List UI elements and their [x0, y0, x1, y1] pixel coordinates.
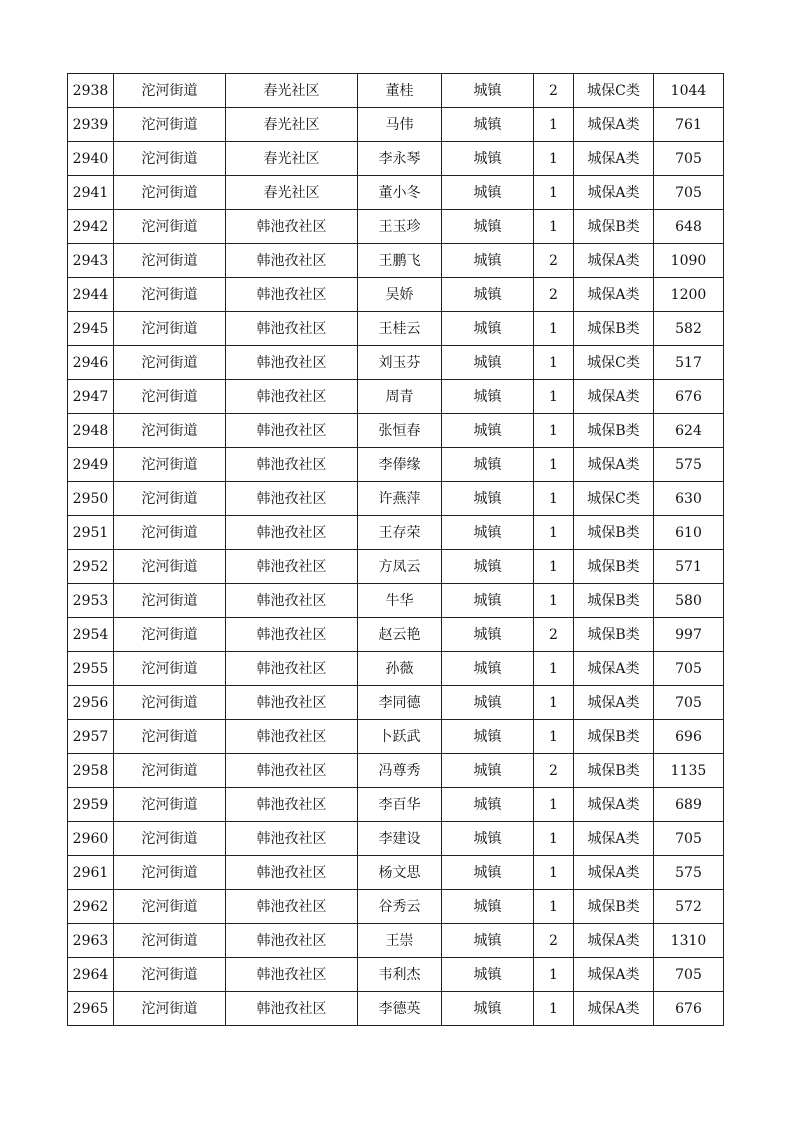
row-number: 2959	[68, 788, 114, 822]
name-cell: 王崇	[358, 924, 442, 958]
amount-cell: 997	[654, 618, 724, 652]
street-cell: 沱河街道	[114, 244, 226, 278]
name-cell: 王玉珍	[358, 210, 442, 244]
area-type-cell: 城镇	[442, 380, 534, 414]
area-type-cell: 城镇	[442, 550, 534, 584]
category-cell: 城保A类	[574, 992, 654, 1026]
community-cell: 韩池孜社区	[226, 414, 358, 448]
row-number: 2952	[68, 550, 114, 584]
street-cell: 沱河街道	[114, 924, 226, 958]
amount-cell: 582	[654, 312, 724, 346]
area-type-cell: 城镇	[442, 482, 534, 516]
row-number: 2957	[68, 720, 114, 754]
category-cell: 城保B类	[574, 720, 654, 754]
table-row	[68, 992, 724, 1026]
name-cell: 谷秀云	[358, 890, 442, 924]
name-cell: 李俸缘	[358, 448, 442, 482]
street-cell: 沱河街道	[114, 346, 226, 380]
row-number: 2938	[68, 74, 114, 108]
row-number: 2964	[68, 958, 114, 992]
amount-cell: 610	[654, 516, 724, 550]
community-cell: 韩池孜社区	[226, 754, 358, 788]
community-cell: 韩池孜社区	[226, 720, 358, 754]
street-cell: 沱河街道	[114, 482, 226, 516]
table-row	[68, 244, 724, 278]
household-count-cell: 1	[534, 788, 574, 822]
row-number: 2939	[68, 108, 114, 142]
community-cell: 春光社区	[226, 142, 358, 176]
household-count-cell: 1	[534, 448, 574, 482]
area-type-cell: 城镇	[442, 958, 534, 992]
category-cell: 城保A类	[574, 652, 654, 686]
amount-cell: 1310	[654, 924, 724, 958]
household-count-cell: 1	[534, 176, 574, 210]
household-count-cell: 2	[534, 754, 574, 788]
table-row	[68, 278, 724, 312]
amount-cell: 696	[654, 720, 724, 754]
community-cell: 春光社区	[226, 176, 358, 210]
table-row	[68, 822, 724, 856]
community-cell: 韩池孜社区	[226, 550, 358, 584]
table-row	[68, 788, 724, 822]
area-type-cell: 城镇	[442, 856, 534, 890]
community-cell: 韩池孜社区	[226, 618, 358, 652]
household-count-cell: 1	[534, 346, 574, 380]
amount-cell: 705	[654, 822, 724, 856]
household-count-cell: 1	[534, 210, 574, 244]
community-cell: 韩池孜社区	[226, 992, 358, 1026]
amount-cell: 580	[654, 584, 724, 618]
household-count-cell: 2	[534, 618, 574, 652]
community-cell: 韩池孜社区	[226, 482, 358, 516]
household-count-cell: 1	[534, 890, 574, 924]
area-type-cell: 城镇	[442, 74, 534, 108]
street-cell: 沱河街道	[114, 448, 226, 482]
row-number: 2948	[68, 414, 114, 448]
table-row	[68, 618, 724, 652]
table-row	[68, 448, 724, 482]
area-type-cell: 城镇	[442, 346, 534, 380]
area-type-cell: 城镇	[442, 652, 534, 686]
street-cell: 沱河街道	[114, 210, 226, 244]
table-row	[68, 856, 724, 890]
area-type-cell: 城镇	[442, 414, 534, 448]
amount-cell: 676	[654, 380, 724, 414]
name-cell: 李百华	[358, 788, 442, 822]
name-cell: 张恒春	[358, 414, 442, 448]
community-cell: 韩池孜社区	[226, 516, 358, 550]
category-cell: 城保B类	[574, 584, 654, 618]
household-count-cell: 1	[534, 652, 574, 686]
name-cell: 牛华	[358, 584, 442, 618]
household-count-cell: 1	[534, 584, 574, 618]
amount-cell: 705	[654, 652, 724, 686]
name-cell: 董小冬	[358, 176, 442, 210]
table-row	[68, 924, 724, 958]
community-cell: 韩池孜社区	[226, 448, 358, 482]
name-cell: 杨文思	[358, 856, 442, 890]
area-type-cell: 城镇	[442, 686, 534, 720]
street-cell: 沱河街道	[114, 108, 226, 142]
category-cell: 城保A类	[574, 380, 654, 414]
table-row	[68, 482, 724, 516]
community-cell: 韩池孜社区	[226, 346, 358, 380]
area-type-cell: 城镇	[442, 244, 534, 278]
records-table	[67, 73, 724, 1026]
row-number: 2961	[68, 856, 114, 890]
amount-cell: 705	[654, 176, 724, 210]
row-number: 2955	[68, 652, 114, 686]
community-cell: 韩池孜社区	[226, 958, 358, 992]
household-count-cell: 1	[534, 550, 574, 584]
name-cell: 冯尊秀	[358, 754, 442, 788]
row-number: 2940	[68, 142, 114, 176]
street-cell: 沱河街道	[114, 516, 226, 550]
area-type-cell: 城镇	[442, 720, 534, 754]
household-count-cell: 1	[534, 856, 574, 890]
table-row	[68, 958, 724, 992]
row-number: 2947	[68, 380, 114, 414]
amount-cell: 571	[654, 550, 724, 584]
row-number: 2950	[68, 482, 114, 516]
household-count-cell: 1	[534, 142, 574, 176]
category-cell: 城保A类	[574, 856, 654, 890]
household-count-cell: 2	[534, 924, 574, 958]
table-row	[68, 720, 724, 754]
community-cell: 春光社区	[226, 108, 358, 142]
street-cell: 沱河街道	[114, 278, 226, 312]
category-cell: 城保A类	[574, 108, 654, 142]
community-cell: 韩池孜社区	[226, 278, 358, 312]
area-type-cell: 城镇	[442, 516, 534, 550]
name-cell: 李永琴	[358, 142, 442, 176]
row-number: 2958	[68, 754, 114, 788]
category-cell: 城保B类	[574, 890, 654, 924]
category-cell: 城保A类	[574, 448, 654, 482]
amount-cell: 517	[654, 346, 724, 380]
area-type-cell: 城镇	[442, 448, 534, 482]
table-row	[68, 176, 724, 210]
name-cell: 韦利杰	[358, 958, 442, 992]
street-cell: 沱河街道	[114, 618, 226, 652]
household-count-cell: 1	[534, 482, 574, 516]
street-cell: 沱河街道	[114, 142, 226, 176]
name-cell: 许燕萍	[358, 482, 442, 516]
category-cell: 城保A类	[574, 822, 654, 856]
area-type-cell: 城镇	[442, 142, 534, 176]
area-type-cell: 城镇	[442, 618, 534, 652]
table-row	[68, 550, 724, 584]
community-cell: 韩池孜社区	[226, 244, 358, 278]
name-cell: 王桂云	[358, 312, 442, 346]
table-row	[68, 652, 724, 686]
name-cell: 李德英	[358, 992, 442, 1026]
table-row	[68, 754, 724, 788]
row-number: 2951	[68, 516, 114, 550]
name-cell: 方凤云	[358, 550, 442, 584]
amount-cell: 575	[654, 856, 724, 890]
area-type-cell: 城镇	[442, 788, 534, 822]
street-cell: 沱河街道	[114, 822, 226, 856]
category-cell: 城保B类	[574, 618, 654, 652]
row-number: 2963	[68, 924, 114, 958]
name-cell: 马伟	[358, 108, 442, 142]
row-number: 2942	[68, 210, 114, 244]
row-number: 2941	[68, 176, 114, 210]
household-count-cell: 1	[534, 108, 574, 142]
street-cell: 沱河街道	[114, 958, 226, 992]
table-row	[68, 142, 724, 176]
category-cell: 城保B类	[574, 210, 654, 244]
household-count-cell: 1	[534, 958, 574, 992]
street-cell: 沱河街道	[114, 584, 226, 618]
category-cell: 城保B类	[574, 550, 654, 584]
household-count-cell: 1	[534, 380, 574, 414]
category-cell: 城保A类	[574, 958, 654, 992]
records-body	[68, 74, 724, 1026]
community-cell: 韩池孜社区	[226, 788, 358, 822]
community-cell: 韩池孜社区	[226, 584, 358, 618]
category-cell: 城保B类	[574, 414, 654, 448]
household-count-cell: 2	[534, 278, 574, 312]
area-type-cell: 城镇	[442, 822, 534, 856]
category-cell: 城保A类	[574, 278, 654, 312]
category-cell: 城保C类	[574, 74, 654, 108]
table-row	[68, 890, 724, 924]
amount-cell: 705	[654, 142, 724, 176]
area-type-cell: 城镇	[442, 312, 534, 346]
table-row	[68, 108, 724, 142]
name-cell: 李建设	[358, 822, 442, 856]
category-cell: 城保A类	[574, 924, 654, 958]
street-cell: 沱河街道	[114, 720, 226, 754]
community-cell: 春光社区	[226, 74, 358, 108]
table-row	[68, 516, 724, 550]
category-cell: 城保A类	[574, 142, 654, 176]
community-cell: 韩池孜社区	[226, 686, 358, 720]
household-count-cell: 1	[534, 822, 574, 856]
amount-cell: 575	[654, 448, 724, 482]
table-row	[68, 686, 724, 720]
name-cell: 赵云艳	[358, 618, 442, 652]
amount-cell: 676	[654, 992, 724, 1026]
row-number: 2944	[68, 278, 114, 312]
amount-cell: 624	[654, 414, 724, 448]
street-cell: 沱河街道	[114, 856, 226, 890]
row-number: 2943	[68, 244, 114, 278]
row-number: 2953	[68, 584, 114, 618]
category-cell: 城保A类	[574, 176, 654, 210]
area-type-cell: 城镇	[442, 754, 534, 788]
street-cell: 沱河街道	[114, 176, 226, 210]
household-count-cell: 2	[534, 74, 574, 108]
amount-cell: 705	[654, 958, 724, 992]
category-cell: 城保C类	[574, 346, 654, 380]
amount-cell: 572	[654, 890, 724, 924]
amount-cell: 689	[654, 788, 724, 822]
community-cell: 韩池孜社区	[226, 380, 358, 414]
street-cell: 沱河街道	[114, 550, 226, 584]
name-cell: 孙薇	[358, 652, 442, 686]
row-number: 2954	[68, 618, 114, 652]
amount-cell: 761	[654, 108, 724, 142]
table-row	[68, 414, 724, 448]
category-cell: 城保C类	[574, 482, 654, 516]
category-cell: 城保A类	[574, 244, 654, 278]
amount-cell: 1090	[654, 244, 724, 278]
household-count-cell: 1	[534, 312, 574, 346]
name-cell: 刘玉芬	[358, 346, 442, 380]
name-cell: 董桂	[358, 74, 442, 108]
community-cell: 韩池孜社区	[226, 890, 358, 924]
household-count-cell: 1	[534, 414, 574, 448]
category-cell: 城保B类	[574, 312, 654, 346]
table-row	[68, 74, 724, 108]
household-count-cell: 1	[534, 720, 574, 754]
street-cell: 沱河街道	[114, 890, 226, 924]
amount-cell: 1200	[654, 278, 724, 312]
table-row	[68, 210, 724, 244]
street-cell: 沱河街道	[114, 380, 226, 414]
table-row	[68, 380, 724, 414]
community-cell: 韩池孜社区	[226, 822, 358, 856]
amount-cell: 1044	[654, 74, 724, 108]
area-type-cell: 城镇	[442, 992, 534, 1026]
area-type-cell: 城镇	[442, 176, 534, 210]
street-cell: 沱河街道	[114, 74, 226, 108]
household-count-cell: 1	[534, 516, 574, 550]
row-number: 2945	[68, 312, 114, 346]
street-cell: 沱河街道	[114, 788, 226, 822]
name-cell: 王鹏飞	[358, 244, 442, 278]
household-count-cell: 1	[534, 686, 574, 720]
household-count-cell: 1	[534, 992, 574, 1026]
row-number: 2962	[68, 890, 114, 924]
amount-cell: 630	[654, 482, 724, 516]
name-cell: 王存荣	[358, 516, 442, 550]
category-cell: 城保A类	[574, 788, 654, 822]
row-number: 2960	[68, 822, 114, 856]
street-cell: 沱河街道	[114, 414, 226, 448]
category-cell: 城保A类	[574, 686, 654, 720]
street-cell: 沱河街道	[114, 992, 226, 1026]
name-cell: 吴娇	[358, 278, 442, 312]
name-cell: 周青	[358, 380, 442, 414]
row-number: 2946	[68, 346, 114, 380]
area-type-cell: 城镇	[442, 210, 534, 244]
area-type-cell: 城镇	[442, 890, 534, 924]
amount-cell: 705	[654, 686, 724, 720]
area-type-cell: 城镇	[442, 584, 534, 618]
name-cell: 卜跃武	[358, 720, 442, 754]
category-cell: 城保B类	[574, 516, 654, 550]
name-cell: 李同德	[358, 686, 442, 720]
category-cell: 城保B类	[574, 754, 654, 788]
table-row	[68, 584, 724, 618]
street-cell: 沱河街道	[114, 686, 226, 720]
row-number: 2956	[68, 686, 114, 720]
area-type-cell: 城镇	[442, 108, 534, 142]
amount-cell: 648	[654, 210, 724, 244]
community-cell: 韩池孜社区	[226, 312, 358, 346]
area-type-cell: 城镇	[442, 924, 534, 958]
community-cell: 韩池孜社区	[226, 924, 358, 958]
area-type-cell: 城镇	[442, 278, 534, 312]
street-cell: 沱河街道	[114, 312, 226, 346]
community-cell: 韩池孜社区	[226, 652, 358, 686]
community-cell: 韩池孜社区	[226, 856, 358, 890]
community-cell: 韩池孜社区	[226, 210, 358, 244]
table-row	[68, 312, 724, 346]
row-number: 2965	[68, 992, 114, 1026]
table-row	[68, 346, 724, 380]
street-cell: 沱河街道	[114, 652, 226, 686]
household-count-cell: 2	[534, 244, 574, 278]
row-number: 2949	[68, 448, 114, 482]
amount-cell: 1135	[654, 754, 724, 788]
street-cell: 沱河街道	[114, 754, 226, 788]
